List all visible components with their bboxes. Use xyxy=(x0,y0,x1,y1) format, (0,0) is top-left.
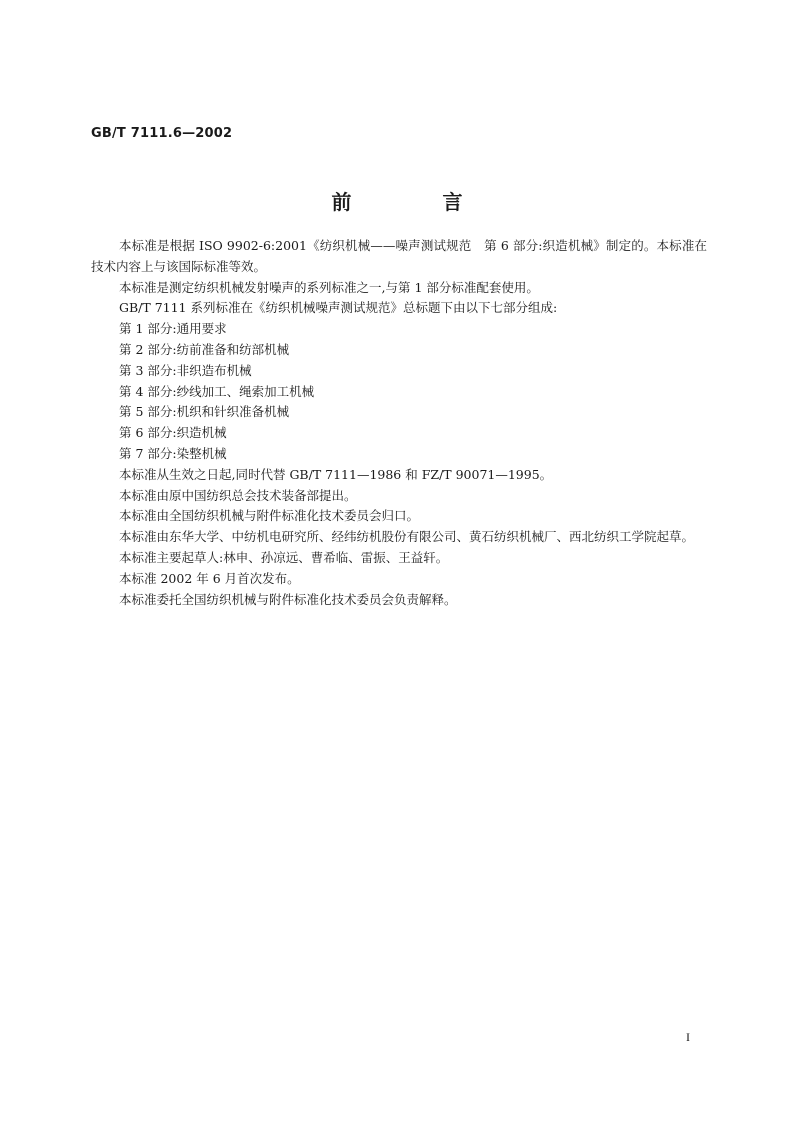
paragraph: 本标准从生效之日起,同时代替 GB/T 7111—1986 和 FZ/T 90071—1995。 xyxy=(119,466,553,482)
paragraph: 本标准 2002 年 6 月首次发布。 xyxy=(119,570,300,586)
page-title xyxy=(0,186,794,215)
part-list-item: 第 4 部分:纱线加工、绳索加工机械 xyxy=(119,383,315,399)
paragraph: 本标准是测定纺织机械发射噪声的系列标准之一,与第 1 部分标准配套使用。 xyxy=(119,279,539,295)
part-list-item: 第 5 部分:机织和针织准备机械 xyxy=(119,404,290,420)
paragraph: 本标准是根据 ISO 9902-6:2001《纺织机械——噪声测试规范 第 6 部分:织造机械》制定的。本标准在技术内容上与该国际标准等效。 xyxy=(91,238,707,274)
page-title-text: 前 言 xyxy=(331,190,505,214)
paragraph: 本标准由原中国纺织总会技术装备部提出。 xyxy=(119,487,357,503)
standard-code: GB/T 7111.6—2002 xyxy=(91,126,233,141)
paragraph: 本标准委托全国纺织机械与附件标准化技术委员会负责解释。 xyxy=(119,591,457,607)
part-list-item: 第 1 部分:通用要求 xyxy=(119,321,227,337)
part-list-item: 第 6 部分:织造机械 xyxy=(119,425,227,441)
foreword-body xyxy=(91,236,707,610)
paragraph: GB/T 7111 系列标准在《纺织机械噪声测试规范》总标题下由以下七部分组成: xyxy=(119,300,558,316)
page-number: I xyxy=(686,1030,690,1044)
part-list-item: 第 3 部分:非织造布机械 xyxy=(119,362,252,378)
paragraph: 本标准主要起草人:林申、孙凉远、曹希临、雷振、王益轩。 xyxy=(119,549,449,565)
paragraph: 本标准由东华大学、中纺机电研究所、经纬纺机股份有限公司、黄石纺织机械厂、西北纺织工学院起草。 xyxy=(119,529,695,545)
part-list-item: 第 7 部分:染整机械 xyxy=(119,445,227,461)
part-list-item: 第 2 部分:纺前准备和纺部机械 xyxy=(119,341,290,357)
paragraph: 本标准由全国纺织机械与附件标准化技术委员会归口。 xyxy=(119,508,420,524)
